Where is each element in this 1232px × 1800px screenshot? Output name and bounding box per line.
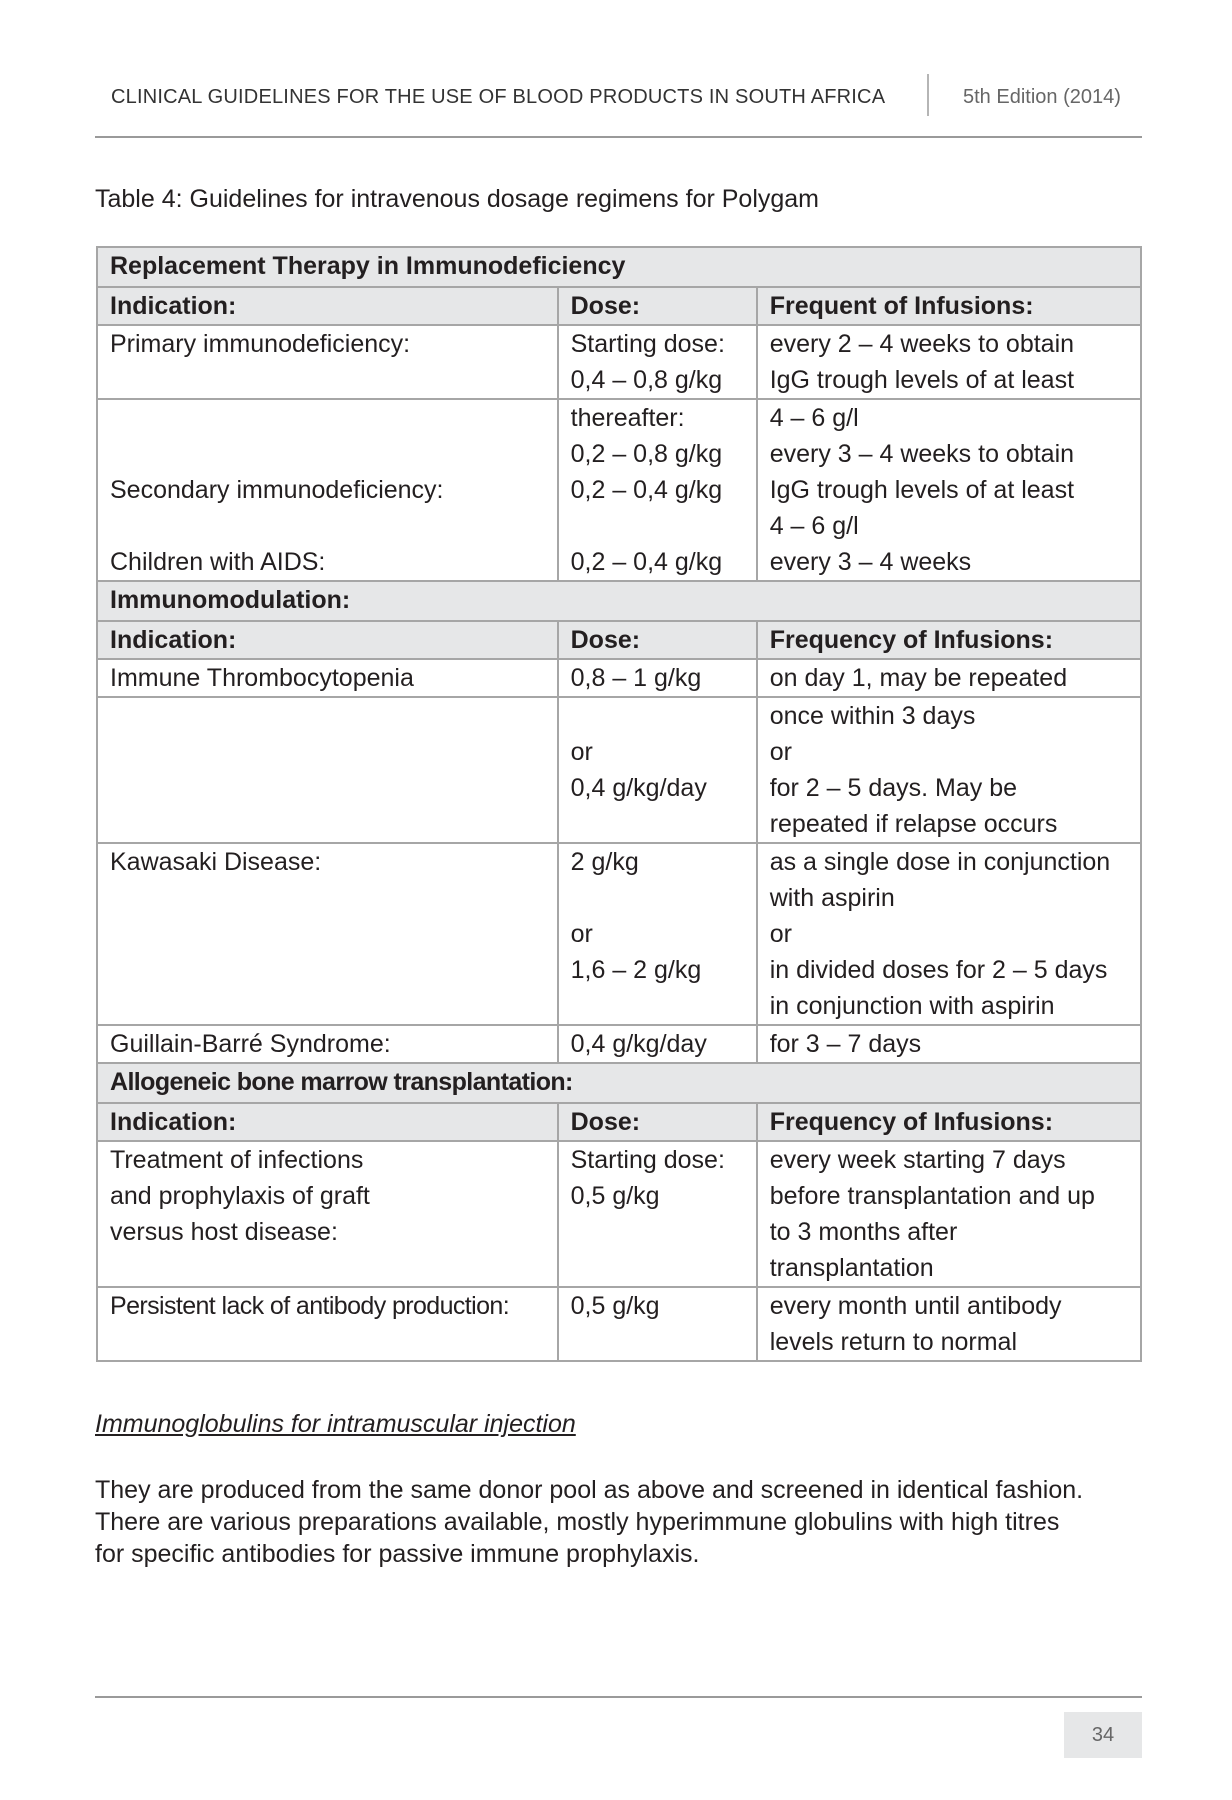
header-divider: [927, 74, 929, 116]
table-row: [97, 843, 1141, 1025]
cell-line: before transplantation and up: [769, 1182, 1095, 1210]
dose-cell: [558, 1287, 757, 1361]
column-header-row: [97, 1103, 1141, 1141]
cell-line: Starting dose:: [570, 330, 725, 358]
cell-line: Treatment of infections: [110, 1146, 364, 1174]
cell-line: to 3 months after: [769, 1218, 958, 1246]
cell-line: [110, 1324, 547, 1360]
column-header-row: [97, 621, 1141, 659]
column-header: Frequency of Infusions:: [757, 1103, 1141, 1141]
frequency-cell: [757, 1025, 1141, 1063]
cell-line: Kawasaki Disease:: [110, 848, 322, 876]
dosage-table: [96, 246, 1142, 1362]
cell-line: [110, 698, 547, 734]
frequency-cell: [757, 399, 1141, 581]
paragraph-line: They are produced from the same donor pool as above and screened in identical fashion.: [95, 1476, 1084, 1504]
dose-cell: [558, 325, 757, 399]
cell-line: every 3 – 4 weeks: [769, 548, 972, 576]
indication-cell: [97, 697, 558, 843]
cell-line: Immune Thrombocytopenia: [110, 664, 414, 692]
cell-line: every month until antibody: [769, 1292, 1062, 1320]
frequency-cell: [757, 659, 1141, 697]
section-title-row: [97, 1063, 1141, 1103]
frequency-cell: [757, 325, 1141, 399]
cell-line: levels return to normal: [769, 1328, 1018, 1356]
cell-line: for 2 – 5 days. May be: [769, 774, 1018, 802]
cell-line: 1,6 – 2 g/kg: [570, 956, 702, 984]
cell-line: Starting dose:: [570, 1146, 725, 1174]
cell-line: every 2 – 4 weeks to obtain: [769, 330, 1075, 358]
section-title: Replacement Therapy in Immunodeficiency: [97, 247, 1141, 287]
cell-line: [110, 362, 547, 398]
cell-line: [571, 698, 746, 734]
column-header: Indication:: [97, 621, 558, 659]
column-header: Indication:: [97, 1103, 558, 1141]
cell-line: 0,5 g/kg: [570, 1182, 660, 1210]
column-header: Dose:: [558, 287, 757, 325]
cell-line: Persistent lack of antibody production:: [110, 1292, 510, 1320]
paragraph-line: for specific antibodies for passive immune prophylaxis.: [95, 1540, 700, 1568]
cell-line: 0,8 – 1 g/kg: [570, 664, 702, 692]
cell-line: [110, 436, 547, 472]
cell-line: [110, 952, 547, 988]
cell-line: versus host disease:: [110, 1218, 338, 1246]
section-title: Immunomodulation:: [97, 581, 1141, 621]
cell-line: 0,2 – 0,4 g/kg: [570, 476, 723, 504]
column-header: Frequency of Infusions:: [757, 621, 1141, 659]
cell-line: [110, 508, 547, 544]
frequency-cell: [757, 1287, 1141, 1361]
indication-cell: [97, 399, 558, 581]
cell-line: [571, 806, 746, 842]
cell-line: or: [769, 920, 792, 948]
column-header: Dose:: [558, 1103, 757, 1141]
cell-line: 4 – 6 g/l: [769, 512, 859, 540]
dose-cell: [558, 1141, 757, 1287]
section-title: Allogeneic bone marrow transplantation:: [97, 1063, 1141, 1103]
footer-divider: [95, 1696, 1142, 1698]
cell-line: and prophylaxis of graft: [110, 1182, 370, 1210]
table-row: [97, 1141, 1141, 1287]
cell-line: for 3 – 7 days: [769, 1030, 922, 1058]
cell-line: 0,2 – 0,4 g/kg: [570, 548, 723, 576]
section-title-row: [97, 581, 1141, 621]
table-row: [97, 1287, 1141, 1361]
cell-line: Secondary immunodeficiency:: [110, 476, 444, 504]
cell-line: [571, 988, 746, 1024]
running-header: [95, 72, 1142, 138]
table-row: [97, 1025, 1141, 1063]
cell-line: in divided doses for 2 – 5 days: [769, 956, 1108, 984]
cell-line: 0,4 g/kg/day: [570, 774, 707, 802]
indication-cell: [97, 843, 558, 1025]
cell-line: 4 – 6 g/l: [769, 404, 859, 432]
cell-line: or: [570, 738, 593, 766]
document-title: CLINICAL GUIDELINES FOR THE USE OF BLOOD PRODUCTS IN SOUTH AFRICA: [111, 86, 886, 108]
indication-cell: [97, 1141, 558, 1287]
cell-line: [571, 1214, 746, 1250]
body-paragraph: [95, 1474, 1145, 1570]
cell-line: Children with AIDS:: [110, 548, 326, 576]
dose-cell: [558, 843, 757, 1025]
cell-line: [571, 508, 746, 544]
cell-line: in conjunction with aspirin: [769, 992, 1055, 1020]
cell-line: with aspirin: [769, 884, 895, 912]
paragraph-line: There are various preparations available, mostly hyperimmune globulins with high titres: [95, 1508, 1060, 1536]
cell-line: as a single dose in conjunction: [769, 848, 1111, 876]
cell-line: [571, 1324, 746, 1360]
dose-cell: [558, 659, 757, 697]
cell-line: 0,4 g/kg/day: [570, 1030, 707, 1058]
cell-line: transplantation: [769, 1254, 934, 1282]
section-title-row: [97, 247, 1141, 287]
indication-cell: [97, 659, 558, 697]
dose-cell: [558, 399, 757, 581]
page-number: 34: [1064, 1712, 1142, 1758]
cell-line: Guillain-Barré Syndrome:: [110, 1030, 391, 1058]
cell-line: [571, 1250, 746, 1286]
cell-line: 0,5 g/kg: [570, 1292, 660, 1320]
cell-line: once within 3 days: [769, 702, 976, 730]
dose-cell: [558, 1025, 757, 1063]
cell-line: on day 1, may be repeated: [769, 664, 1068, 692]
cell-line: [571, 880, 746, 916]
table-row: [97, 399, 1141, 581]
table-row: [97, 659, 1141, 697]
frequency-cell: [757, 697, 1141, 843]
cell-line: [110, 806, 547, 842]
edition-label: 5th Edition (2014): [963, 86, 1121, 108]
dose-cell: [558, 697, 757, 843]
cell-line: [110, 770, 547, 806]
frequency-cell: [757, 1141, 1141, 1287]
frequency-cell: [757, 843, 1141, 1025]
indication-cell: [97, 325, 558, 399]
cell-line: IgG trough levels of at least: [769, 476, 1075, 504]
cell-line: [110, 734, 547, 770]
cell-line: [110, 880, 547, 916]
cell-line: [110, 400, 547, 436]
cell-line: or: [570, 920, 593, 948]
cell-line: [110, 988, 547, 1024]
cell-line: every week starting 7 days: [769, 1146, 1066, 1174]
column-header: Indication:: [97, 287, 558, 325]
cell-line: repeated if relapse occurs: [769, 810, 1058, 838]
cell-line: 0,4 – 0,8 g/kg: [570, 366, 723, 394]
section-subheading: Immunoglobulins for intramuscular injection: [95, 1410, 576, 1438]
table-row: [97, 325, 1141, 399]
cell-line: 2 g/kg: [570, 848, 639, 876]
indication-cell: [97, 1025, 558, 1063]
table-row: [97, 697, 1141, 843]
column-header-row: [97, 287, 1141, 325]
cell-line: IgG trough levels of at least: [769, 366, 1075, 394]
indication-cell: [97, 1287, 558, 1361]
cell-line: [110, 916, 547, 952]
cell-line: 0,2 – 0,8 g/kg: [570, 440, 723, 468]
column-header: Dose:: [558, 621, 757, 659]
cell-line: [110, 1250, 547, 1286]
table-caption: Table 4: Guidelines for intravenous dosage regimens for Polygam: [95, 185, 820, 213]
cell-line: Primary immunodeficiency:: [110, 330, 411, 358]
column-header: Frequent of Infusions:: [757, 287, 1141, 325]
cell-line: every 3 – 4 weeks to obtain: [769, 440, 1075, 468]
cell-line: or: [769, 738, 792, 766]
cell-line: thereafter:: [570, 404, 685, 432]
